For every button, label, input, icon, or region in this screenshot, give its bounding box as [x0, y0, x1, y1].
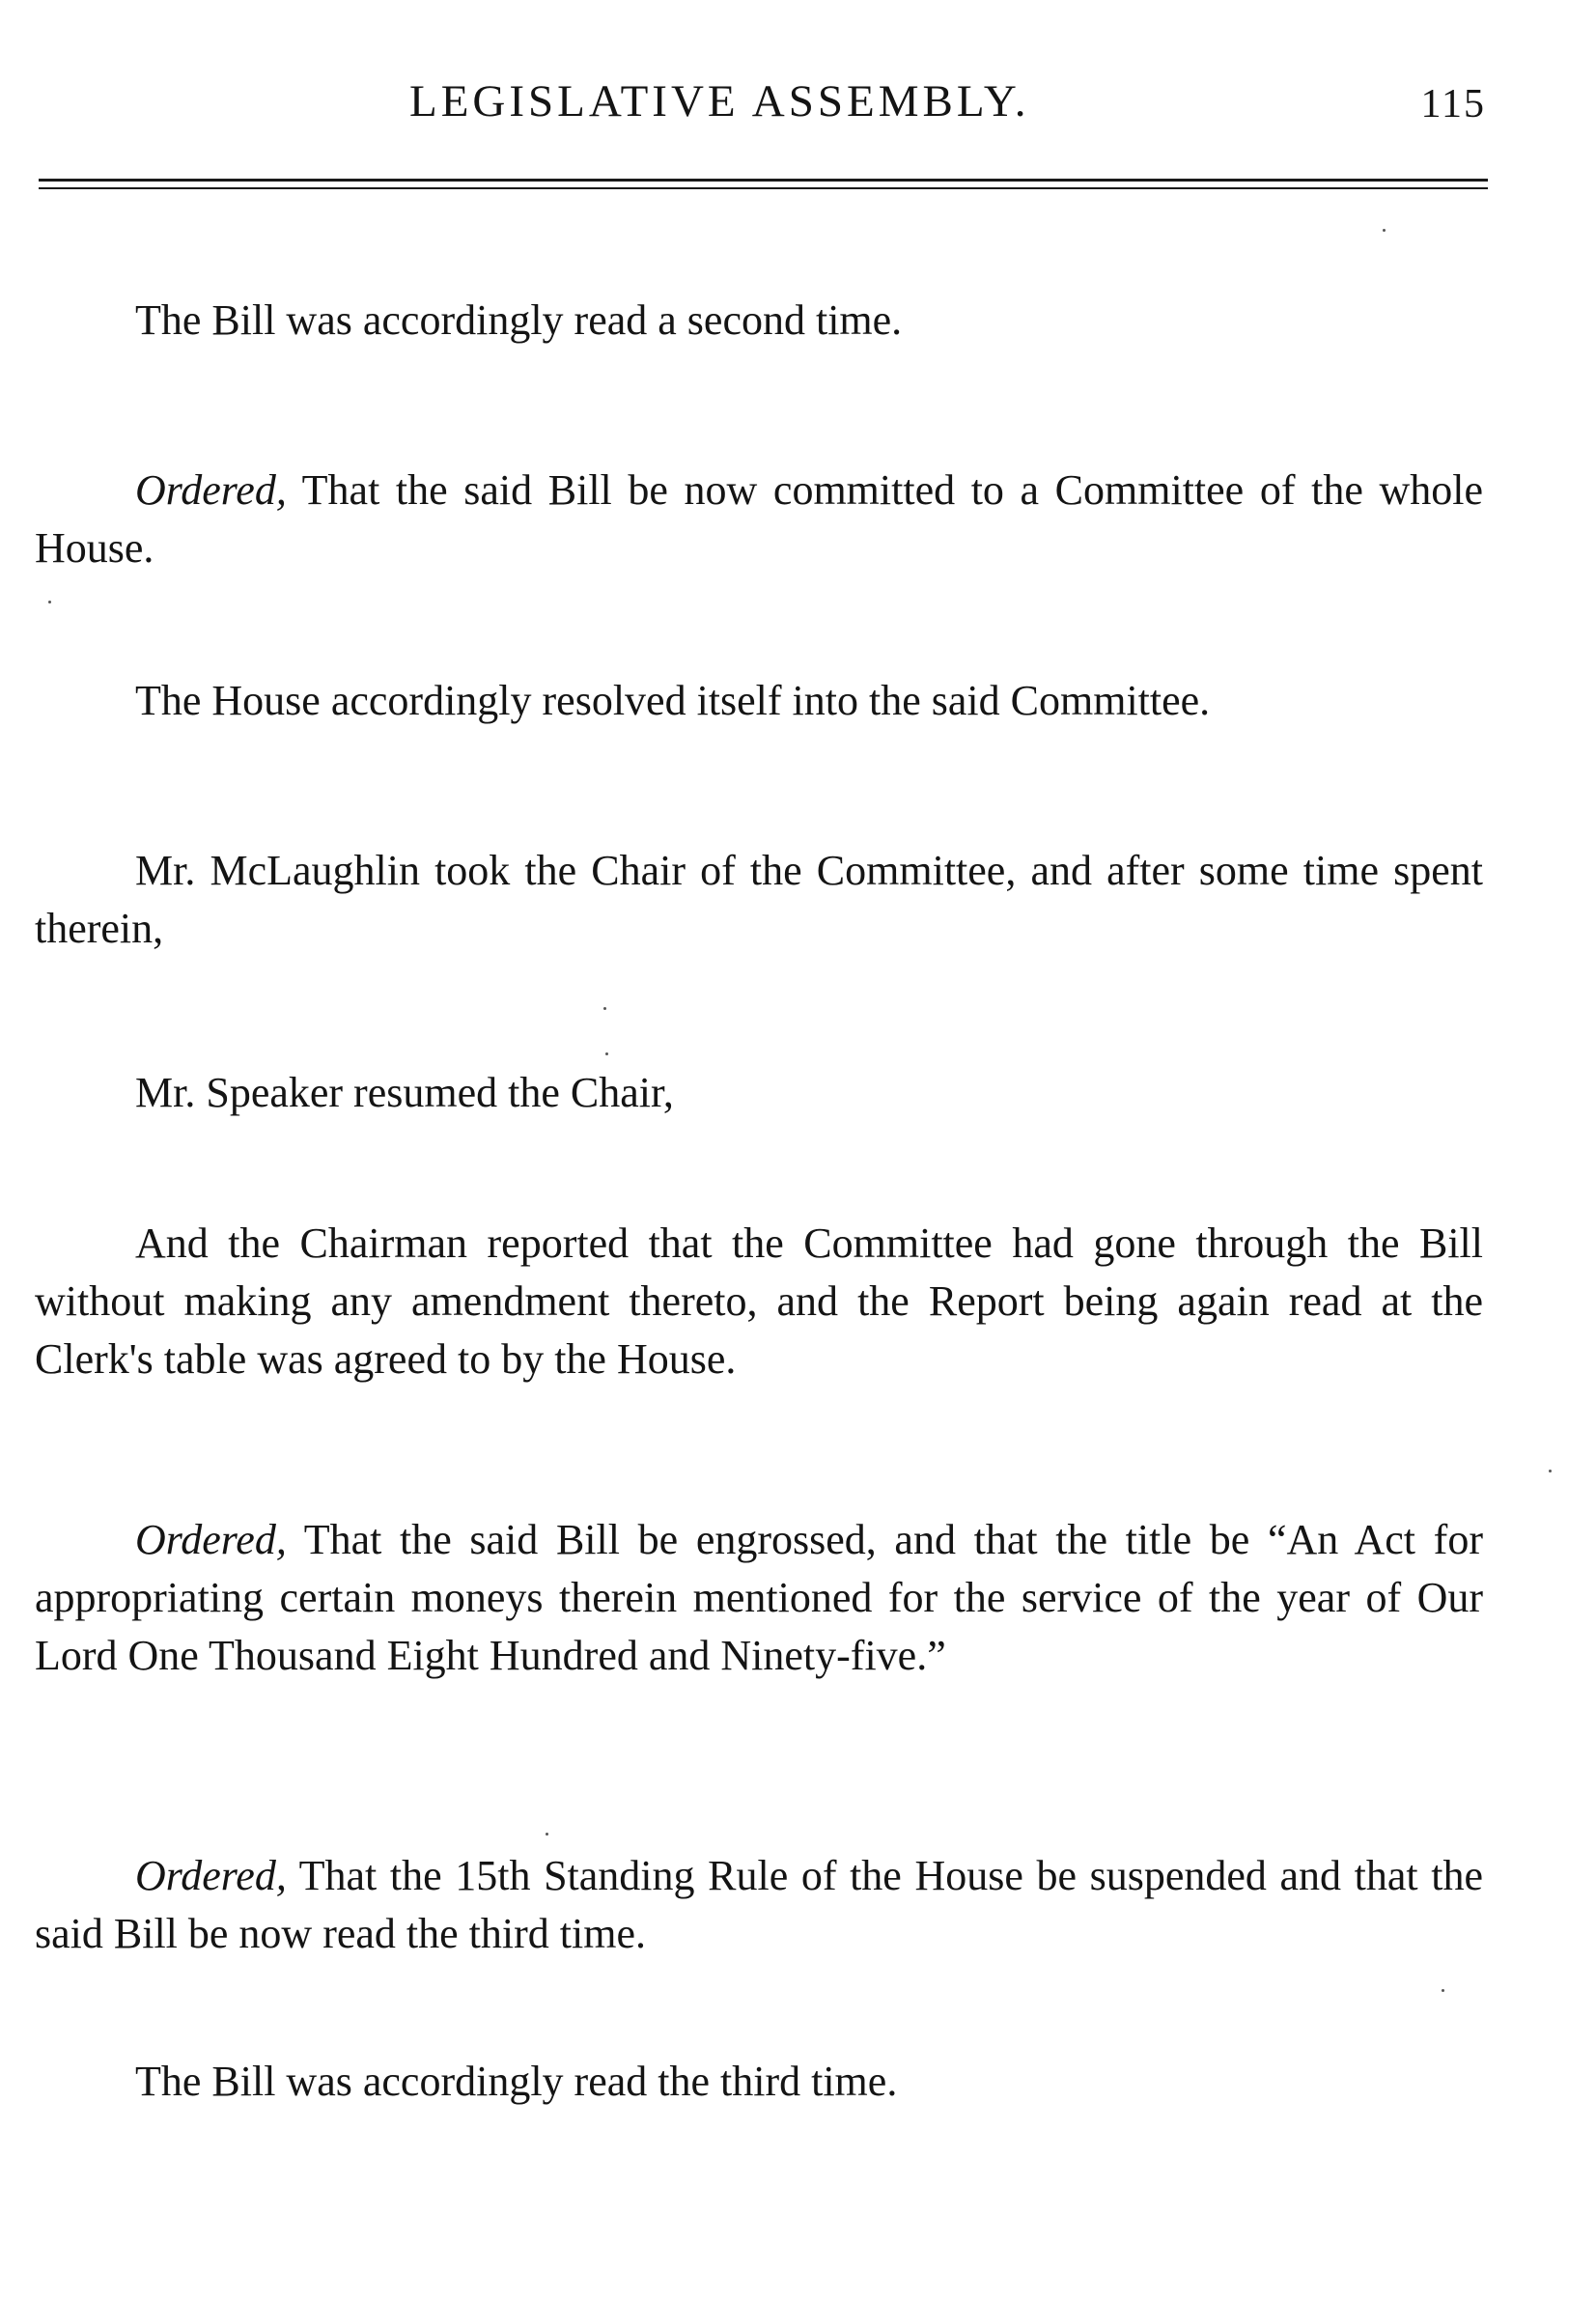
print-speck — [603, 1007, 606, 1010]
header-rule-bottom — [39, 187, 1488, 189]
print-speck — [1383, 229, 1386, 232]
ordered-label: Ordered, — [135, 466, 287, 514]
print-speck — [605, 1052, 608, 1055]
paragraph-ordered-engrossed — [35, 1511, 1483, 1685]
paragraph-speaker-resumed: Mr. Speaker resumed the Chair, — [135, 1069, 674, 1116]
paragraph-ordered-committed — [35, 462, 1483, 577]
paragraph-chairman-reported: And the Chairman reported that the Committee had gone through the Bill without making any amendment thereto, and the Report being again read at the Clerk's table was agreed to by the House. — [35, 1220, 1483, 1383]
running-header — [0, 75, 1596, 133]
header-rule-top — [39, 179, 1488, 182]
paragraph-second-reading: The Bill was accordingly read a second time. — [135, 296, 903, 344]
paragraph-chair-taken: Mr. McLaughlin took the Chair of the Committee, and after some time spent therein, — [35, 847, 1483, 952]
print-speck — [48, 601, 51, 603]
print-speck — [1442, 1989, 1444, 1992]
paragraph-ordered-rule-suspended — [35, 1847, 1483, 1963]
print-speck — [1549, 1470, 1552, 1472]
ordered-label: Ordered, — [135, 1852, 287, 1899]
paragraph-text: That the said Bill be engrossed, and that the title be “An Act for appropriating certain moneys therein mentioned for the service of the year of Our Lord One Thousand Eight Hundred and Ninety-five.” — [35, 1516, 1483, 1679]
running-title: LEGISLATIVE ASSEMBLY. — [409, 76, 1030, 126]
paragraph-text: That the said Bill be now committed to a Committee of the whole House. — [35, 466, 1483, 572]
paragraph-text: That the 15th Standing Rule of the House be suspended and that the said Bill be now read the third time. — [35, 1852, 1483, 1957]
paragraph-third-reading: The Bill was accordingly read the third time. — [135, 2058, 898, 2105]
paragraph-house-resolved: The House accordingly resolved itself into the said Committee. — [135, 677, 1211, 724]
print-speck — [546, 1833, 548, 1836]
page-number: 115 — [1420, 82, 1486, 126]
ordered-label: Ordered, — [135, 1516, 287, 1563]
